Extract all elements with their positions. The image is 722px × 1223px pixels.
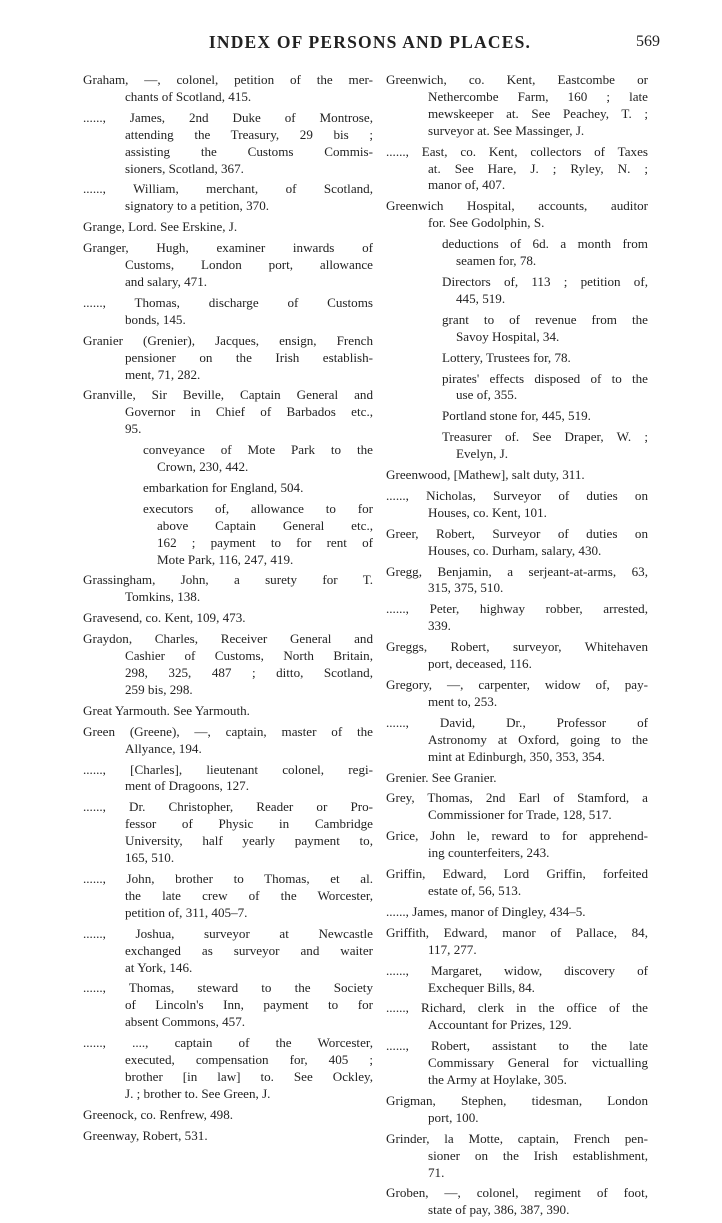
index-line: Grinder, la Motte, captain, French pen-	[386, 1130, 648, 1146]
index-line: Graydon, Charles, Receiver General and	[83, 631, 373, 647]
index-line: grant to of revenue from the	[442, 311, 648, 327]
index-line: 165, 510.	[125, 850, 175, 866]
index-line: Gregg, Benjamin, a serjeant-at-arms, 63,	[386, 563, 648, 579]
index-entry	[83, 980, 373, 1031]
index-line: Greenwood, [Mathew], salt duty, 311.	[386, 467, 585, 483]
index-line: Grange, Lord. See Erskine, J.	[83, 219, 238, 235]
index-line: Crown, 230, 442.	[157, 459, 249, 475]
index-entry	[83, 762, 373, 796]
index-line: ......, James, manor of Dingley, 434–5.	[386, 903, 586, 919]
index-line: Grey, Thomas, 2nd Earl of Stamford, a	[386, 790, 648, 806]
index-line: 445, 519.	[456, 290, 506, 306]
index-line: Allyance, 194.	[125, 740, 202, 756]
page-title: INDEX OF PERSONS AND PLACES.	[208, 32, 532, 52]
index-entry	[386, 144, 648, 195]
index-line: conveyance of Mote Park to the	[143, 442, 373, 458]
index-line: ......, Dr. Christopher, Reader or Pro-	[83, 799, 373, 815]
index-line: above Captain General etc.,	[157, 517, 373, 533]
index-line: fessor of Physic in Cambridge	[125, 816, 373, 832]
index-subentry	[386, 274, 648, 308]
index-subentry	[386, 408, 648, 425]
index-line: sioners, Scotland, 367.	[125, 160, 244, 176]
index-entry	[83, 295, 373, 329]
index-line: Portland stone for, 445, 519.	[442, 408, 591, 424]
index-entry	[386, 770, 648, 787]
page-number: 569	[636, 33, 660, 50]
index-entry	[386, 1093, 648, 1127]
index-entry	[83, 333, 373, 384]
index-line: Griffith, Edward, manor of Pallace, 84,	[386, 924, 648, 940]
index-entry	[386, 925, 648, 959]
index-line: of Lincoln's Inn, payment to for	[125, 997, 373, 1013]
index-line: University, half yearly payment to,	[125, 833, 373, 849]
index-entry	[83, 1128, 373, 1145]
index-line: estate of, 56, 513.	[428, 882, 522, 898]
index-line: 315, 375, 510.	[428, 580, 504, 596]
index-entry	[83, 572, 373, 606]
index-entry	[386, 790, 648, 824]
index-line: mewskeeper at. See Peachey, T. ;	[428, 105, 648, 121]
index-line: Grigman, Stephen, tidesman, London	[386, 1092, 648, 1108]
index-entry	[83, 72, 373, 106]
index-entry	[386, 564, 648, 598]
index-entry	[83, 240, 373, 291]
index-line: Griffin, Edward, Lord Griffin, forfeited	[386, 866, 648, 882]
index-line: 95.	[125, 421, 142, 437]
index-line: absent Commons, 457.	[125, 1014, 246, 1030]
page-header	[80, 30, 660, 56]
index-entry	[83, 387, 373, 438]
index-line: Greenwich, co. Kent, Eastcombe or	[386, 72, 648, 87]
index-subentry	[83, 442, 373, 476]
index-line: exchanged as surveyor and waiter	[125, 942, 373, 958]
index-entry	[83, 219, 373, 236]
index-line: Savoy Hospital, 34.	[456, 328, 560, 344]
index-entry	[386, 198, 648, 232]
index-line: mint at Edinburgh, 350, 353, 354.	[428, 748, 605, 764]
index-line: sioner on the Irish establishment,	[428, 1147, 648, 1163]
index-line: Grice, John le, reward to for apprehend-	[386, 828, 648, 844]
index-line: port, 100.	[428, 1109, 479, 1125]
index-line: Groben, —, colonel, regiment of foot,	[386, 1185, 648, 1201]
index-line: port, deceased, 116.	[428, 656, 532, 672]
index-subentry	[386, 350, 648, 367]
index-line: Commissary General for victualling	[428, 1055, 648, 1071]
index-line: ment of Dragoons, 127.	[125, 778, 250, 794]
index-entry	[83, 110, 373, 178]
index-line: ing counterfeiters, 243.	[428, 845, 550, 861]
index-line: Great Yarmouth. See Yarmouth.	[83, 702, 250, 718]
index-line: Greenock, co. Renfrew, 498.	[83, 1106, 234, 1122]
index-line: ......, Margaret, widow, discovery of	[386, 962, 648, 978]
index-entry	[386, 488, 648, 522]
index-entry	[83, 799, 373, 867]
index-line: ......, Robert, assistant to the late	[386, 1038, 648, 1054]
index-entry	[386, 1131, 648, 1182]
index-line: ......, Nicholas, Surveyor of duties on	[386, 487, 648, 503]
index-line: Houses, co. Durham, salary, 430.	[428, 542, 602, 558]
index-line: embarkation for England, 504.	[143, 479, 304, 495]
index-line: ......, East, co. Kent, collectors of Taxes	[386, 143, 648, 159]
index-line: 339.	[428, 618, 451, 634]
index-entry	[386, 467, 648, 484]
index-line: the late crew of the Worcester,	[125, 887, 373, 903]
index-line: surveyor at. See Massinger, J.	[428, 122, 585, 138]
index-line: Gregory, —, carpenter, widow of, pay-	[386, 677, 648, 692]
index-subentry	[386, 429, 648, 463]
index-line: 117, 277.	[428, 941, 477, 957]
index-line: Greer, Robert, Surveyor of duties on	[386, 525, 648, 541]
index-line: Commissioner for Trade, 128, 517.	[428, 807, 612, 823]
index-line: for. See Godolphin, S.	[428, 215, 545, 231]
index-entry	[386, 601, 648, 635]
index-entry	[386, 639, 648, 673]
index-entry	[83, 926, 373, 977]
index-line: Gravesend, co. Kent, 109, 473.	[83, 610, 246, 626]
index-entry	[386, 715, 648, 766]
index-line: Granier (Grenier), Jacques, ensign, French	[83, 332, 373, 348]
index-line: Accountant for Prizes, 129.	[428, 1017, 572, 1033]
index-line: pensioner on the Irish establish-	[125, 349, 373, 365]
index-line: and salary, 471.	[125, 273, 208, 289]
index-line: 259 bis, 298.	[125, 681, 193, 697]
index-line: Green (Greene), —, captain, master of the	[83, 723, 373, 739]
index-entry	[386, 72, 648, 140]
index-line: 162 ; payment to for rent of	[157, 534, 373, 550]
index-line: deductions of 6d. a month from	[442, 236, 648, 252]
index-entry	[386, 828, 648, 862]
index-line: ......, Peter, highway robber, arrested,	[386, 601, 648, 617]
index-line: Granville, Sir Beville, Captain General and	[83, 387, 373, 403]
index-entry	[83, 871, 373, 922]
index-subentry	[386, 312, 648, 346]
index-line: Customs, London port, allowance	[125, 257, 373, 273]
index-line: ment to, 253.	[428, 693, 498, 709]
index-subentry	[386, 371, 648, 405]
index-line: Greenway, Robert, 531.	[83, 1127, 208, 1143]
index-entry	[83, 631, 373, 699]
index-line: petition of, 311, 405–7.	[125, 904, 248, 920]
index-line: state of pay, 386, 387, 390.	[428, 1202, 570, 1218]
index-line: Treasurer of. See Draper, W. ;	[442, 429, 648, 445]
index-line: the Army at Hoylake, 305.	[428, 1072, 567, 1088]
index-line: Evelyn, J.	[456, 446, 509, 462]
index-line: assisting the Customs Commis-	[125, 143, 373, 159]
index-line: ......, Joshua, surveyor at Newcastle	[83, 925, 373, 941]
index-line: ment, 71, 282.	[125, 366, 201, 382]
index-line: Directors of, 113 ; petition of,	[442, 273, 648, 289]
index-entry	[386, 866, 648, 900]
index-entry	[386, 904, 648, 921]
index-line: use of, 355.	[456, 387, 518, 403]
index-line: Mote Park, 116, 247, 419.	[157, 551, 294, 567]
index-subentry	[83, 501, 373, 569]
index-line: ......, James, 2nd Duke of Montrose,	[83, 109, 373, 125]
index-subentry	[386, 236, 648, 270]
index-entry	[386, 677, 648, 711]
index-entry	[83, 703, 373, 720]
index-line: ......, John, brother to Thomas, et al.	[83, 870, 373, 886]
index-line: Nethercombe Farm, 160 ; late	[428, 88, 648, 104]
index-line: Greggs, Robert, surveyor, Whitehaven	[386, 639, 648, 655]
index-line: Greenwich Hospital, accounts, auditor	[386, 198, 648, 214]
index-line: ......, ...., captain of the Worcester,	[83, 1035, 373, 1051]
index-entry	[83, 610, 373, 627]
index-line: ......, Richard, clerk in the office of the	[386, 1000, 648, 1016]
index-line: executors of, allowance to for	[143, 500, 373, 516]
index-line: chants of Scotland, 415.	[125, 88, 252, 104]
index-line: 298, 325, 487 ; ditto, Scotland,	[125, 665, 373, 680]
index-entry	[386, 963, 648, 997]
index-line: ......, Thomas, discharge of Customs	[83, 294, 373, 310]
index-entry	[386, 1038, 648, 1089]
index-entry	[83, 724, 373, 758]
index-line: ......, William, merchant, of Scotland,	[83, 181, 373, 197]
index-line: Houses, co. Kent, 101.	[428, 504, 547, 520]
index-line: J. ; brother to. See Green, J.	[125, 1085, 271, 1101]
index-line: Cashier of Customs, North Britain,	[125, 648, 373, 664]
index-line: Granger, Hugh, examiner inwards of	[83, 240, 373, 256]
index-line: at York, 146.	[125, 959, 193, 975]
index-line: bonds, 145.	[125, 311, 186, 327]
index-line: pirates' effects disposed of to the	[442, 370, 648, 386]
index-line: manor of, 407.	[428, 177, 506, 193]
index-line: Grassingham, John, a surety for T.	[83, 572, 373, 588]
index-line: Governor in Chief of Barbados etc.,	[125, 404, 373, 420]
index-line: Astronomy at Oxford, going to the	[428, 731, 648, 747]
index-subentry	[83, 480, 373, 497]
index-line: seamen for, 78.	[456, 253, 537, 269]
index-entry	[83, 1107, 373, 1124]
index-line: at. See Hare, J. ; Ryley, N. ;	[428, 160, 648, 176]
index-line: Exchequer Bills, 84.	[428, 979, 535, 995]
index-line: ......, David, Dr., Professor of	[386, 714, 648, 730]
index-line: brother [in law] to. See Ockley,	[125, 1068, 373, 1084]
index-entry	[83, 1035, 373, 1103]
index-column-right	[386, 72, 648, 1223]
index-line: 71.	[428, 1164, 445, 1180]
index-entry	[386, 1185, 648, 1219]
index-line: ......, Thomas, steward to the Society	[83, 980, 373, 996]
index-line: Lottery, Trustees for, 78.	[442, 349, 571, 365]
index-line: Graham, —, colonel, petition of the mer-	[83, 72, 373, 87]
index-entry	[386, 526, 648, 560]
index-line: attending the Treasury, 29 bis ;	[125, 126, 373, 142]
index-line: ......, [Charles], lieutenant colonel, regi-	[83, 761, 373, 777]
index-entry	[386, 1000, 648, 1034]
index-line: Grenier. See Granier.	[386, 769, 497, 785]
index-line: Tomkins, 138.	[125, 589, 201, 605]
index-entry	[83, 181, 373, 215]
index-line: signatory to a petition, 370.	[125, 198, 270, 214]
index-column-left	[83, 72, 373, 1149]
index-line: executed, compensation for, 405 ;	[125, 1052, 373, 1068]
